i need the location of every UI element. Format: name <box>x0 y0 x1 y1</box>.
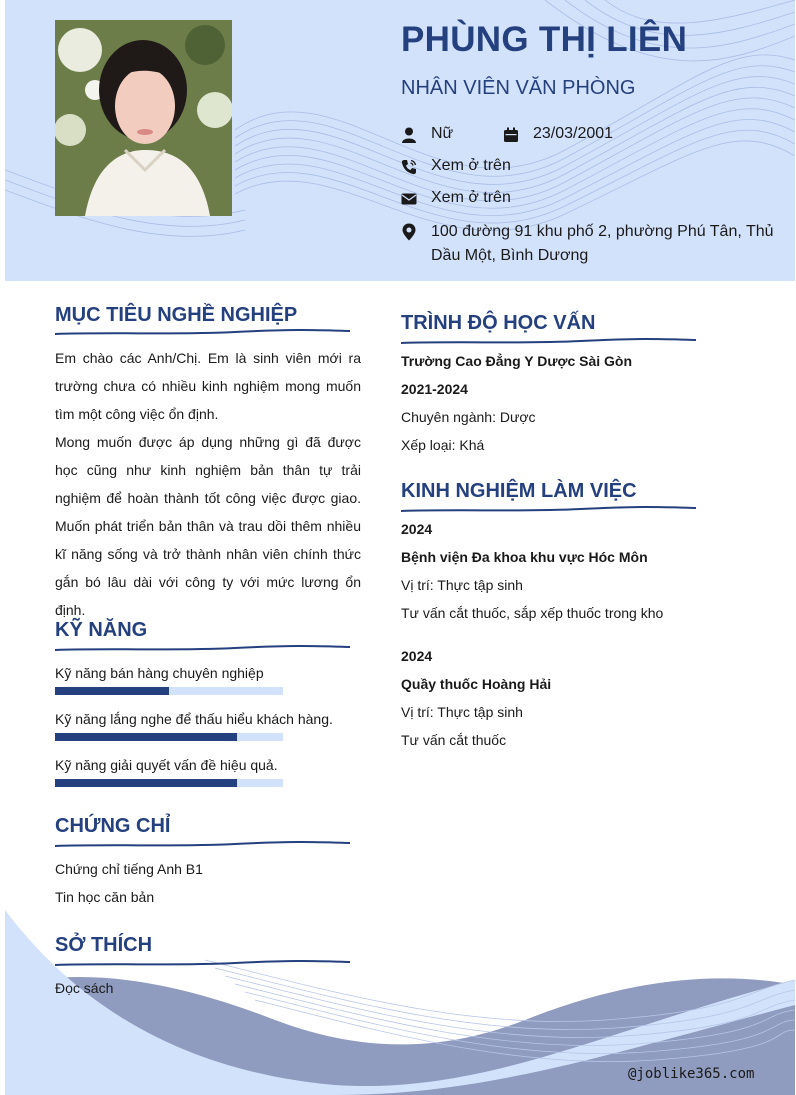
birthday-value: 23/03/2001 <box>533 125 614 142</box>
certificate-item: Chứng chỉ tiếng Anh B1 <box>55 861 203 877</box>
experience-heading: KINH NGHIỆM LÀM VIỆC <box>401 480 637 502</box>
cv-page <box>5 0 795 1095</box>
phone-icon <box>401 159 417 175</box>
skill-bar <box>55 733 283 741</box>
objective-heading: MỤC TIÊU NGHỀ NGHIỆP <box>55 304 298 326</box>
skill-name: Kỹ năng bán hàng chuyên nghiệp <box>55 665 264 681</box>
calendar-icon <box>503 127 519 143</box>
education-school: Trường Cao Đẳng Y Dược Sài Gòn <box>401 353 633 369</box>
skills-underline <box>55 643 350 653</box>
profile-photo <box>55 20 232 216</box>
skill-bar-fill <box>55 687 169 695</box>
experience-company: Bệnh viện Đa khoa khu vực Hóc Môn <box>401 549 648 565</box>
footer-waves <box>5 880 795 1095</box>
education-rank: Xếp loại: Khá <box>401 437 485 453</box>
certificates-heading: CHỨNG CHỈ <box>55 815 171 837</box>
education-period: 2021-2024 <box>401 381 468 397</box>
experience-position: Vị trí: Thực tập sinh <box>401 577 523 593</box>
skill-bar <box>55 779 283 787</box>
job-title: NHÂN VIÊN VĂN PHÒNG <box>401 77 636 99</box>
skill-name: Kỹ năng giải quyết vấn đề hiệu quả. <box>55 757 278 773</box>
experience-year: 2024 <box>401 521 433 537</box>
skill-bar-fill <box>55 779 237 787</box>
email-row <box>401 189 601 209</box>
phone-row <box>401 157 601 177</box>
skill-name: Kỹ năng lắng nghe để thấu hiểu khách hàng. <box>55 711 333 727</box>
experience-company: Quầy thuốc Hoàng Hải <box>401 676 552 692</box>
experience-year: 2024 <box>401 648 433 664</box>
address-value: 100 đường 91 khu phố 2, phường Phú Tân, Thủ Dầu Một, Bình Dương <box>431 223 774 264</box>
objective-paragraph-2: Mong muốn được áp dụng những gì đã được học cũng như kinh nghiệm bản thân tự trải nghiệm để hoàn thành tốt công việc được giao. Muốn phát triển bản thân và trau dồi thêm nhiều kĩ năng sống và trở thành nhân viên chính thức gắn bó lâu dài với công ty với mức lương ổn định. <box>55 434 361 618</box>
education-heading: TRÌNH ĐỘ HỌC VẤN <box>401 312 596 334</box>
education-underline <box>401 336 696 346</box>
skill-bar <box>55 687 283 695</box>
experience-position: Vị trí: Thực tập sinh <box>401 704 523 720</box>
gender-value: Nữ <box>431 125 454 142</box>
education-major: Chuyên ngành: Dược <box>401 409 536 425</box>
experience-underline <box>401 504 696 514</box>
experience-description: Tư vấn cắt thuốc, sắp xếp thuốc trong kho <box>401 605 664 621</box>
certificate-item: Tin học căn bản <box>55 889 155 905</box>
experience-description: Tư vấn cắt thuốc <box>401 732 507 748</box>
hobbies-heading: SỞ THÍCH <box>55 934 153 956</box>
skill-bar-fill <box>55 733 237 741</box>
user-icon <box>401 127 417 143</box>
candidate-name: PHÙNG THỊ LIÊN <box>401 20 688 59</box>
birthday-row <box>503 125 663 145</box>
site-watermark: @joblike365.com <box>628 1066 755 1082</box>
objective-paragraph-1: Em chào các Anh/Chị. Em là sinh viên mới ra trường chưa có nhiều kinh nghiệm mong muốn tìm một công việc ổn định. <box>55 350 361 422</box>
certificates-underline <box>55 839 350 849</box>
objective-underline <box>55 328 350 338</box>
hobbies-underline <box>55 958 350 968</box>
envelope-icon <box>401 191 417 207</box>
phone-value: Xem ở trên <box>431 157 511 174</box>
skills-heading: KỸ NĂNG <box>55 619 148 641</box>
hobby-item: Đọc sách <box>55 980 114 996</box>
email-value: Xem ở trên <box>431 189 511 206</box>
map-pin-icon <box>401 223 417 241</box>
